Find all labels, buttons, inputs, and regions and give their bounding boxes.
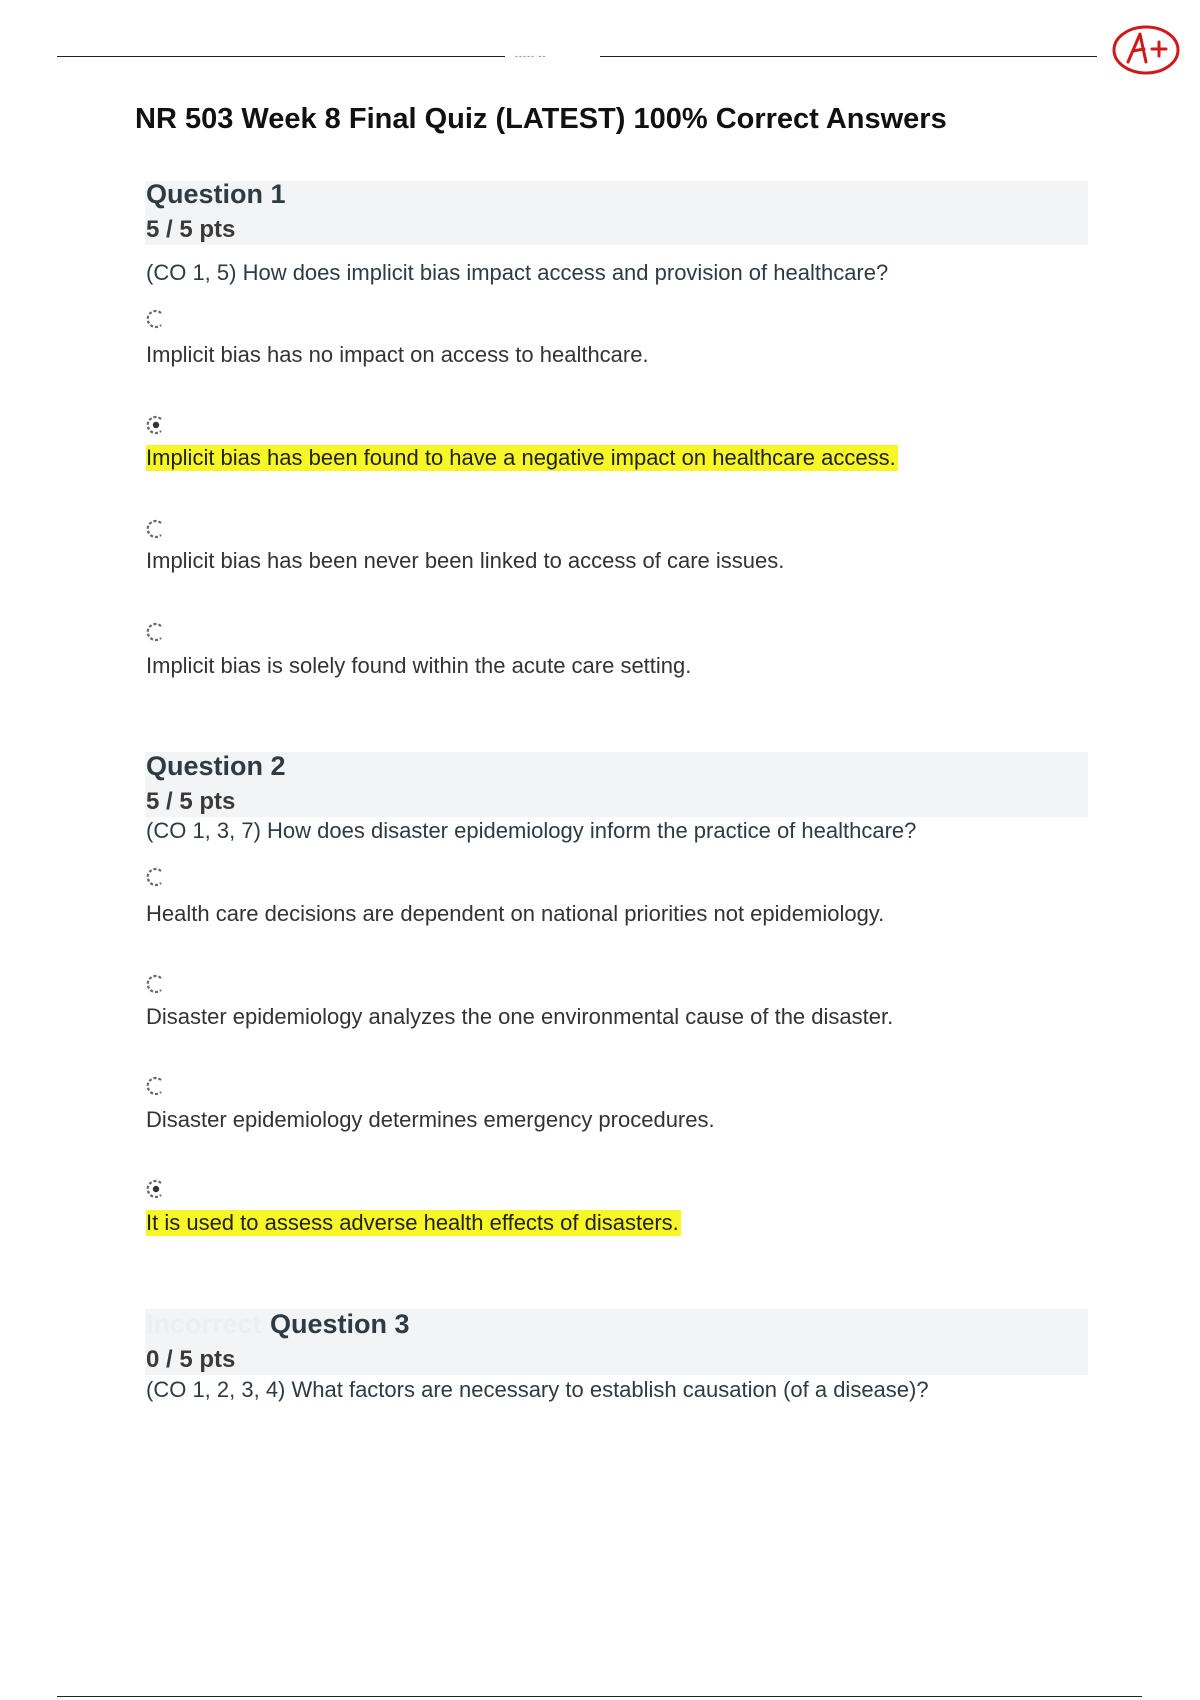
radio-selected-icon[interactable]	[146, 1178, 168, 1200]
question-points: 5 / 5 pts	[146, 216, 236, 243]
answer-option[interactable]: Implicit bias has been never been linked to access of care issues.	[146, 548, 785, 573]
answer-option[interactable]: Implicit bias has no impact on access to healthcare.	[146, 342, 649, 367]
answer-option[interactable]: Disaster epidemiology analyzes the one environmental cause of the disaster.	[146, 1004, 894, 1029]
answer-option[interactable]: Implicit bias is solely found within the acute care setting.	[146, 653, 692, 678]
radio-unselected-icon[interactable]	[146, 308, 168, 330]
question-header	[145, 181, 1088, 245]
radio-unselected-icon[interactable]	[146, 866, 168, 888]
answer-option-correct[interactable]: It is used to assess adverse health effects of disasters.	[146, 1210, 679, 1235]
radio-unselected-icon[interactable]	[146, 973, 168, 995]
question-title: Question 2	[146, 751, 286, 781]
question-header	[145, 752, 1088, 817]
radio-selected-icon[interactable]	[146, 414, 168, 436]
question-title: Question 1	[146, 179, 286, 209]
question-points: 5 / 5 pts	[146, 788, 236, 815]
question-points: 0 / 5 pts	[146, 1346, 236, 1373]
radio-unselected-icon[interactable]	[146, 621, 168, 643]
document-title: NR 503 Week 8 Final Quiz (LATEST) 100% Correct Answers	[135, 103, 947, 135]
answer-option-correct[interactable]: Implicit bias has been found to have a negative impact on healthcare access.	[146, 445, 896, 470]
top-rule-text: ----- --	[515, 51, 547, 61]
radio-unselected-icon[interactable]	[146, 518, 168, 540]
answer-option[interactable]: Disaster epidemiology determines emergency procedures.	[146, 1107, 715, 1132]
question-title: Question 3	[270, 1309, 410, 1339]
question-status: Incorrect	[146, 1309, 262, 1339]
question-prompt: (CO 1, 3, 7) How does disaster epidemiology inform the practice of healthcare?	[146, 818, 917, 843]
bottom-rule	[57, 1696, 1142, 1697]
grade-badge-icon	[1110, 22, 1182, 78]
question-prompt: (CO 1, 2, 3, 4) What factors are necessary to establish causation (of a disease)?	[146, 1377, 929, 1402]
question-prompt: (CO 1, 5) How does implicit bias impact access and provision of healthcare?	[146, 260, 889, 285]
radio-unselected-icon[interactable]	[146, 1075, 168, 1097]
answer-option[interactable]: Health care decisions are dependent on national priorities not epidemiology.	[146, 901, 885, 926]
